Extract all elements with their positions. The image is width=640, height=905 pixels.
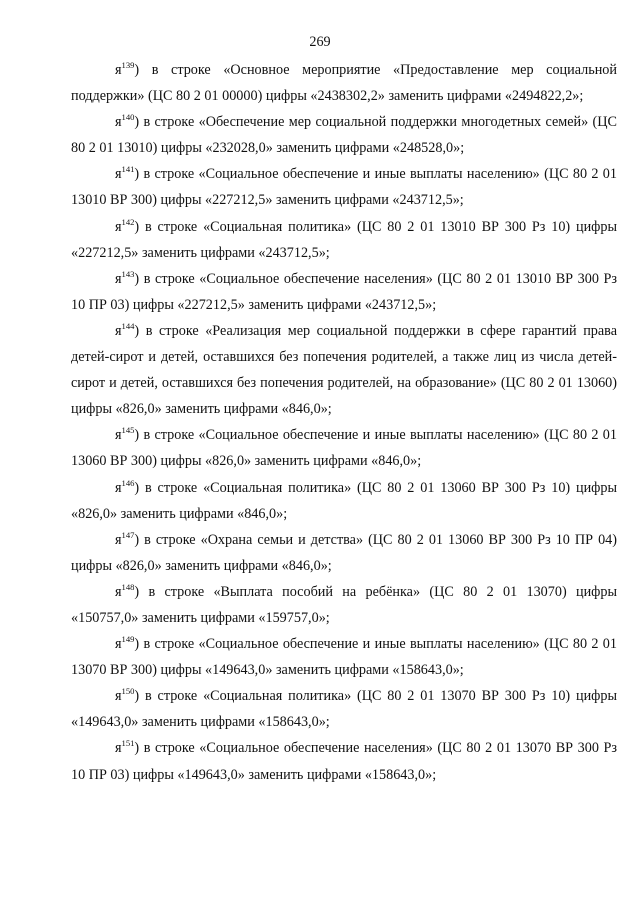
item-letter: я	[115, 62, 122, 78]
amendment-paragraph	[71, 735, 617, 787]
amendment-text: ) в строке «Обеспечение мер социальной поддержки многодетных семей» (ЦС 80 2 01 13010) цифры «232028,0» заменить цифрами «248528,0»;	[71, 114, 617, 157]
amendment-text: ) в строке «Социальное обеспечение и иные выплаты населению» (ЦС 80 2 01 13060 ВР 300) цифры «826,0» заменить цифрами «846,0»;	[71, 427, 617, 470]
item-number: 145	[121, 425, 135, 436]
amendment-paragraph	[71, 631, 617, 683]
item-number: 150	[121, 686, 135, 697]
amendment-paragraph	[71, 214, 617, 266]
item-number: 142	[121, 216, 135, 227]
amendment-paragraph	[71, 318, 617, 422]
amendment-paragraph	[71, 109, 617, 161]
item-number: 139	[121, 60, 135, 70]
amendment-paragraph	[71, 57, 617, 109]
item-number: 146	[121, 477, 135, 488]
item-letter: я	[115, 531, 122, 548]
item-letter: я	[115, 740, 122, 757]
amendment-paragraph	[71, 475, 617, 527]
item-number: 144	[121, 320, 135, 331]
item-letter: я	[115, 636, 122, 653]
page-number: 269	[309, 34, 331, 50]
item-letter: я	[115, 166, 122, 183]
amendment-text: ) в строке «Социальное обеспечение населения» (ЦС 80 2 01 13070 ВР 300 Рз 10 ПР 03) цифры «149643,0» заменить цифрами «158643,0»;	[71, 740, 617, 783]
item-number: 149	[121, 634, 135, 645]
item-letter: я	[115, 114, 122, 131]
amendment-paragraph	[71, 422, 617, 474]
amendment-text: ) в строке «Охрана семьи и детства» (ЦС 80 2 01 13060 ВР 300 Рз 10 ПР 04) цифры «826,0» заменить цифрами «846,0»;	[71, 531, 617, 574]
item-number: 143	[121, 268, 135, 279]
amendment-paragraph	[71, 161, 617, 213]
document-body	[71, 57, 617, 788]
item-letter: я	[115, 218, 122, 235]
amendment-text: ) в строке «Социальное обеспечение и иные выплаты населению» (ЦС 80 2 01 13070 ВР 300) цифры «149643,0» заменить цифрами «158643,0»;	[71, 636, 617, 679]
amendment-text: ) в строке «Реализация мер социальной поддержки в сфере гарантий права детей-сирот и детей, оставшихся без попечения родителей, а также лиц из числа детей-сирот и детей, оставшихся без попечения родителей, на образование» (ЦС 80 2 01 13060) цифры «826,0» заменить цифрами «846,0»;	[71, 322, 617, 418]
amendment-text: ) в строке «Основное мероприятие «Предоставление мер социальной поддержки» (ЦС 80 2 01 00000) цифры «2438302,2» заменить цифрами «2494822,2»;	[71, 62, 617, 105]
amendment-text: ) в строке «Социальная политика» (ЦС 80 2 01 13010 ВР 300 Рз 10) цифры «227212,5» заменить цифрами «243712,5»;	[71, 218, 617, 261]
amendment-paragraph	[71, 266, 617, 318]
item-letter: я	[115, 479, 122, 496]
item-number: 151	[121, 738, 135, 749]
item-letter: я	[115, 427, 122, 444]
amendment-text: ) в строке «Выплата пособий на ребёнка» (ЦС 80 2 01 13070) цифры «150757,0» заменить цифрами «159757,0»;	[71, 583, 617, 626]
amendment-paragraph	[71, 579, 617, 631]
item-letter: я	[115, 688, 122, 705]
amendment-paragraph	[71, 527, 617, 579]
amendment-text: ) в строке «Социальное обеспечение населения» (ЦС 80 2 01 13010 ВР 300 Рз 10 ПР 03) цифры «227212,5» заменить цифрами «243712,5»;	[71, 270, 617, 313]
item-number: 140	[121, 112, 135, 123]
amendment-text: ) в строке «Социальная политика» (ЦС 80 2 01 13070 ВР 300 Рз 10) цифры «149643,0» заменить цифрами «158643,0»;	[71, 688, 617, 731]
item-number: 141	[121, 164, 135, 175]
item-number: 147	[121, 529, 135, 540]
amendment-text: ) в строке «Социальная политика» (ЦС 80 2 01 13060 ВР 300 Рз 10) цифры «826,0» заменить цифрами «846,0»;	[71, 479, 617, 522]
amendment-paragraph	[71, 683, 617, 735]
amendment-text: ) в строке «Социальное обеспечение и иные выплаты населению» (ЦС 80 2 01 13010 ВР 300) цифры «227212,5» заменить цифрами «243712,5»;	[71, 166, 617, 209]
item-letter: я	[115, 583, 122, 600]
item-letter: я	[115, 322, 122, 339]
item-number: 148	[121, 581, 135, 592]
item-letter: я	[115, 270, 122, 287]
